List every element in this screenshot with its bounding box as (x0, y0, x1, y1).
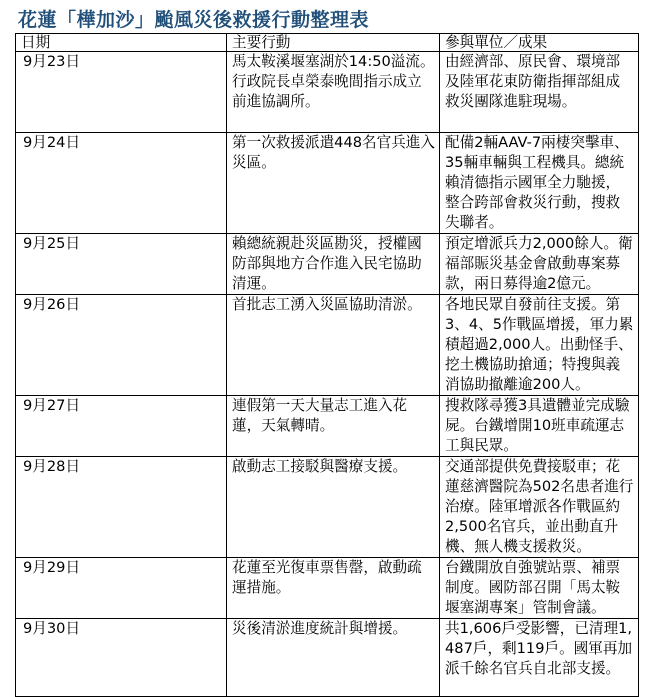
action-cell: 第一次救援派遣448名官兵進入災區。 (227, 133, 440, 234)
date-cell: 9月23日 (16, 52, 227, 133)
date-cell: 9月24日 (16, 133, 227, 234)
units-cell: 台鐵開放自強號站票、補票制度。國防部召開「馬太鞍堰塞湖專案」管制會議。 (440, 558, 639, 619)
table-row (16, 52, 639, 133)
action-cell: 首批志工湧入災區協助清淤。 (227, 295, 440, 396)
date-cell: 9月28日 (16, 457, 227, 558)
units-cell: 各地民眾自發前往支援。第3、4、5作戰區增援，軍力累積超過2,000人。出動怪手、挖土機協助搶通；特搜與義消協助撤離逾200人。 (440, 295, 639, 396)
units-cell: 交通部提供免費接駁車；花蓮慈濟醫院為502名患者進行治療。陸軍增派各作戰區約2,500名官兵，並出動直升機、無人機支援救災。 (440, 457, 639, 558)
action-cell: 馬太鞍溪堰塞湖於14:50溢流。行政院長卓榮泰晚間指示成立前進協調所。 (227, 52, 440, 133)
table-row (16, 295, 639, 396)
date-cell: 9月30日 (16, 619, 227, 697)
action-cell: 賴總統親赴災區勘災，授權國防部與地方合作進入民宅協助清運。 (227, 234, 440, 295)
units-cell: 預定增派兵力2,000餘人。衛福部賑災基金會啟動專案募款，兩日募得逾2億元。 (440, 234, 639, 295)
rescue-actions-table (15, 33, 639, 697)
date-cell: 9月25日 (16, 234, 227, 295)
action-cell: 啟動志工接駁與醫療支援。 (227, 457, 440, 558)
document-title: 花蓮「樺加沙」颱風災後救援行動整理表 (18, 9, 370, 31)
date-cell: 9月27日 (16, 396, 227, 457)
table-row (16, 457, 639, 558)
table-row (16, 234, 639, 295)
column-header-action: 主要行動 (227, 34, 440, 52)
action-cell: 災後清淤進度統計與增援。 (227, 619, 440, 697)
table-row (16, 558, 639, 619)
date-cell: 9月26日 (16, 295, 227, 396)
units-cell: 搜救隊尋獲3具遺體並完成驗屍。台鐵增開10班車疏運志工與民眾。 (440, 396, 639, 457)
units-cell: 由經濟部、原民會、環境部及陸軍花東防衛指揮部組成救災團隊進駐現場。 (440, 52, 639, 133)
table-header-row (16, 34, 639, 52)
action-cell: 花蓮至光復車票售罄，啟動疏運措施。 (227, 558, 440, 619)
date-cell: 9月29日 (16, 558, 227, 619)
action-cell: 連假第一天大量志工進入花蓮，天氣轉晴。 (227, 396, 440, 457)
table-row (16, 396, 639, 457)
column-header-units: 參與單位／成果 (440, 34, 639, 52)
table-row (16, 133, 639, 234)
units-cell: 共1,606戶受影響，已清理1,487戶，剩119戶。國軍再加派千餘名官兵自北部支援。 (440, 619, 639, 697)
units-cell: 配備2輛AAV-7兩棲突擊車、35輛車輛與工程機具。總統賴清德指示國軍全力馳援，整合跨部會救災行動，搜救失聯者。 (440, 133, 639, 234)
table-row (16, 619, 639, 697)
column-header-date: 日期 (16, 34, 227, 52)
